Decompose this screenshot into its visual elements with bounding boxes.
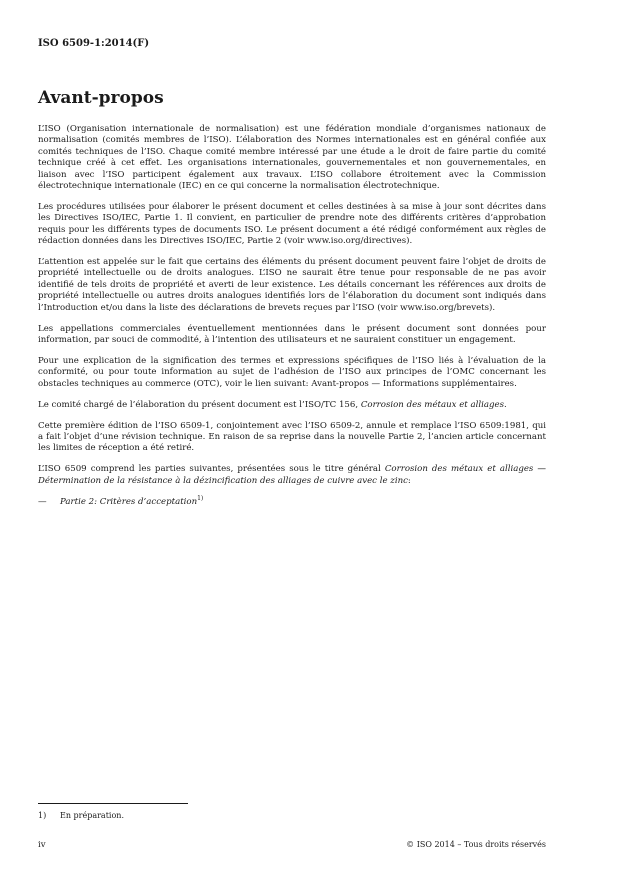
list-dash: — [38, 496, 47, 507]
footnote [38, 811, 124, 820]
footnote-number: 1) [38, 811, 47, 820]
paragraph: L’ISO (Organisation internationale de normalisation) est une fédération mondiale d’organismes nationaux de normalisation (comités membres de l’ISO). L’élaboration des Normes internationales est en général confiée aux comités techniques de l’ISO. Chaque comité membre intéressé par une étude a le droit de faire partie du comité technique créé à cet effet. Les organisations internationales, gouvernementales et non gouvernementales, en liaison avec l’ISO participent également aux travaux. L’ISO collabore étroitement avec la Commission électrotechnique internationale (IEC) en ce qui concerne la normalisation électrotechnique. [38, 124, 546, 192]
footnote-divider [38, 803, 188, 804]
body-text [38, 124, 546, 517]
paragraph: Les procédures utilisées pour élaborer le présent document et celles destinées à sa mise à jour sont décrites dans les Directives ISO/IEC, Partie 1. Il convient, en particulier de prendre note des différents critères d’approbation requis pour les différents types de documents ISO. Le présent document a été rédigé conformément aux règles de rédaction données dans les Directives ISO/IEC, Partie 2 (voir www.iso.org/directives). [38, 201, 546, 247]
edition-paragraph: Cette première édition de l’ISO 6509-1, conjointement avec l’ISO 6509-2, annule et remplace l’ISO 6509:1981, qui a fait l’objet d’une révision technique. En raison de sa reprise dans la nouvelle Partie 2, l’ancien article concernant les limites de réception a été retiré. [38, 420, 546, 454]
document-id: ISO 6509-1:2014(F) [38, 38, 150, 49]
page-number: iv [38, 840, 46, 850]
copyright-notice: © ISO 2014 – Tous droits réservés [406, 840, 546, 849]
committee-paragraph: Le comité chargé de l’élaboration du présent document est l’ISO/TC 156, Corrosion des métaux et alliages. [38, 399, 507, 410]
footnote-reference[interactable]: 1) [197, 494, 204, 502]
parts-general-title: Corrosion des métaux et alliages — Détermination de la résistance à la dézincification des alliages de cuivre avec le zinc [38, 464, 546, 486]
paragraph: Pour une explication de la signification des termes et expressions spécifiques de l’ISO liés à l’évaluation de la conformité, ou pour toute information au sujet de l’adhésion de l’ISO aux principes de l’OMC concernant les obstacles techniques au commerce (OTC), voir le lien suivant: Avant-propos — Informations supplémentaires. [38, 355, 546, 389]
paragraph: L’attention est appelée sur le fait que certains des éléments du présent document peuvent faire l’objet de droits de propriété intellectuelle ou de droits analogues. L’ISO ne saurait être tenue pour responsable de ne pas avoir identifié de tels droits de propriété et averti de leur existence. Les détails concernant les références aux droits de propriété intellectuelle ou autres droits analogues identifiés lors de l’élaboration du document sont indiqués dans l’Introduction et/ou dans la liste des déclarations de brevets reçues par l’ISO (voir www.iso.org/brevets). [38, 257, 546, 313]
part-title: Partie 2: Critères d’acceptation [60, 496, 198, 507]
footnote-text: En préparation. [60, 811, 124, 820]
list-item [38, 494, 546, 508]
parts-intro-paragraph: L’ISO 6509 comprend les parties suivantes, présentées sous le titre général Corrosion des métaux et alliages — Détermination de la résistance à la dézincification des alliages de cuivre avec le zinc: [38, 464, 546, 486]
paragraph: Les appellations commerciales éventuellement mentionnées dans le présent document sont données pour information, par souci de commodité, à l’intention des utilisateurs et ne sauraient constituer un engagement. [38, 323, 546, 345]
page-title: Avant-propos [38, 88, 164, 108]
committee-title: Corrosion des métaux et alliages [360, 399, 504, 410]
